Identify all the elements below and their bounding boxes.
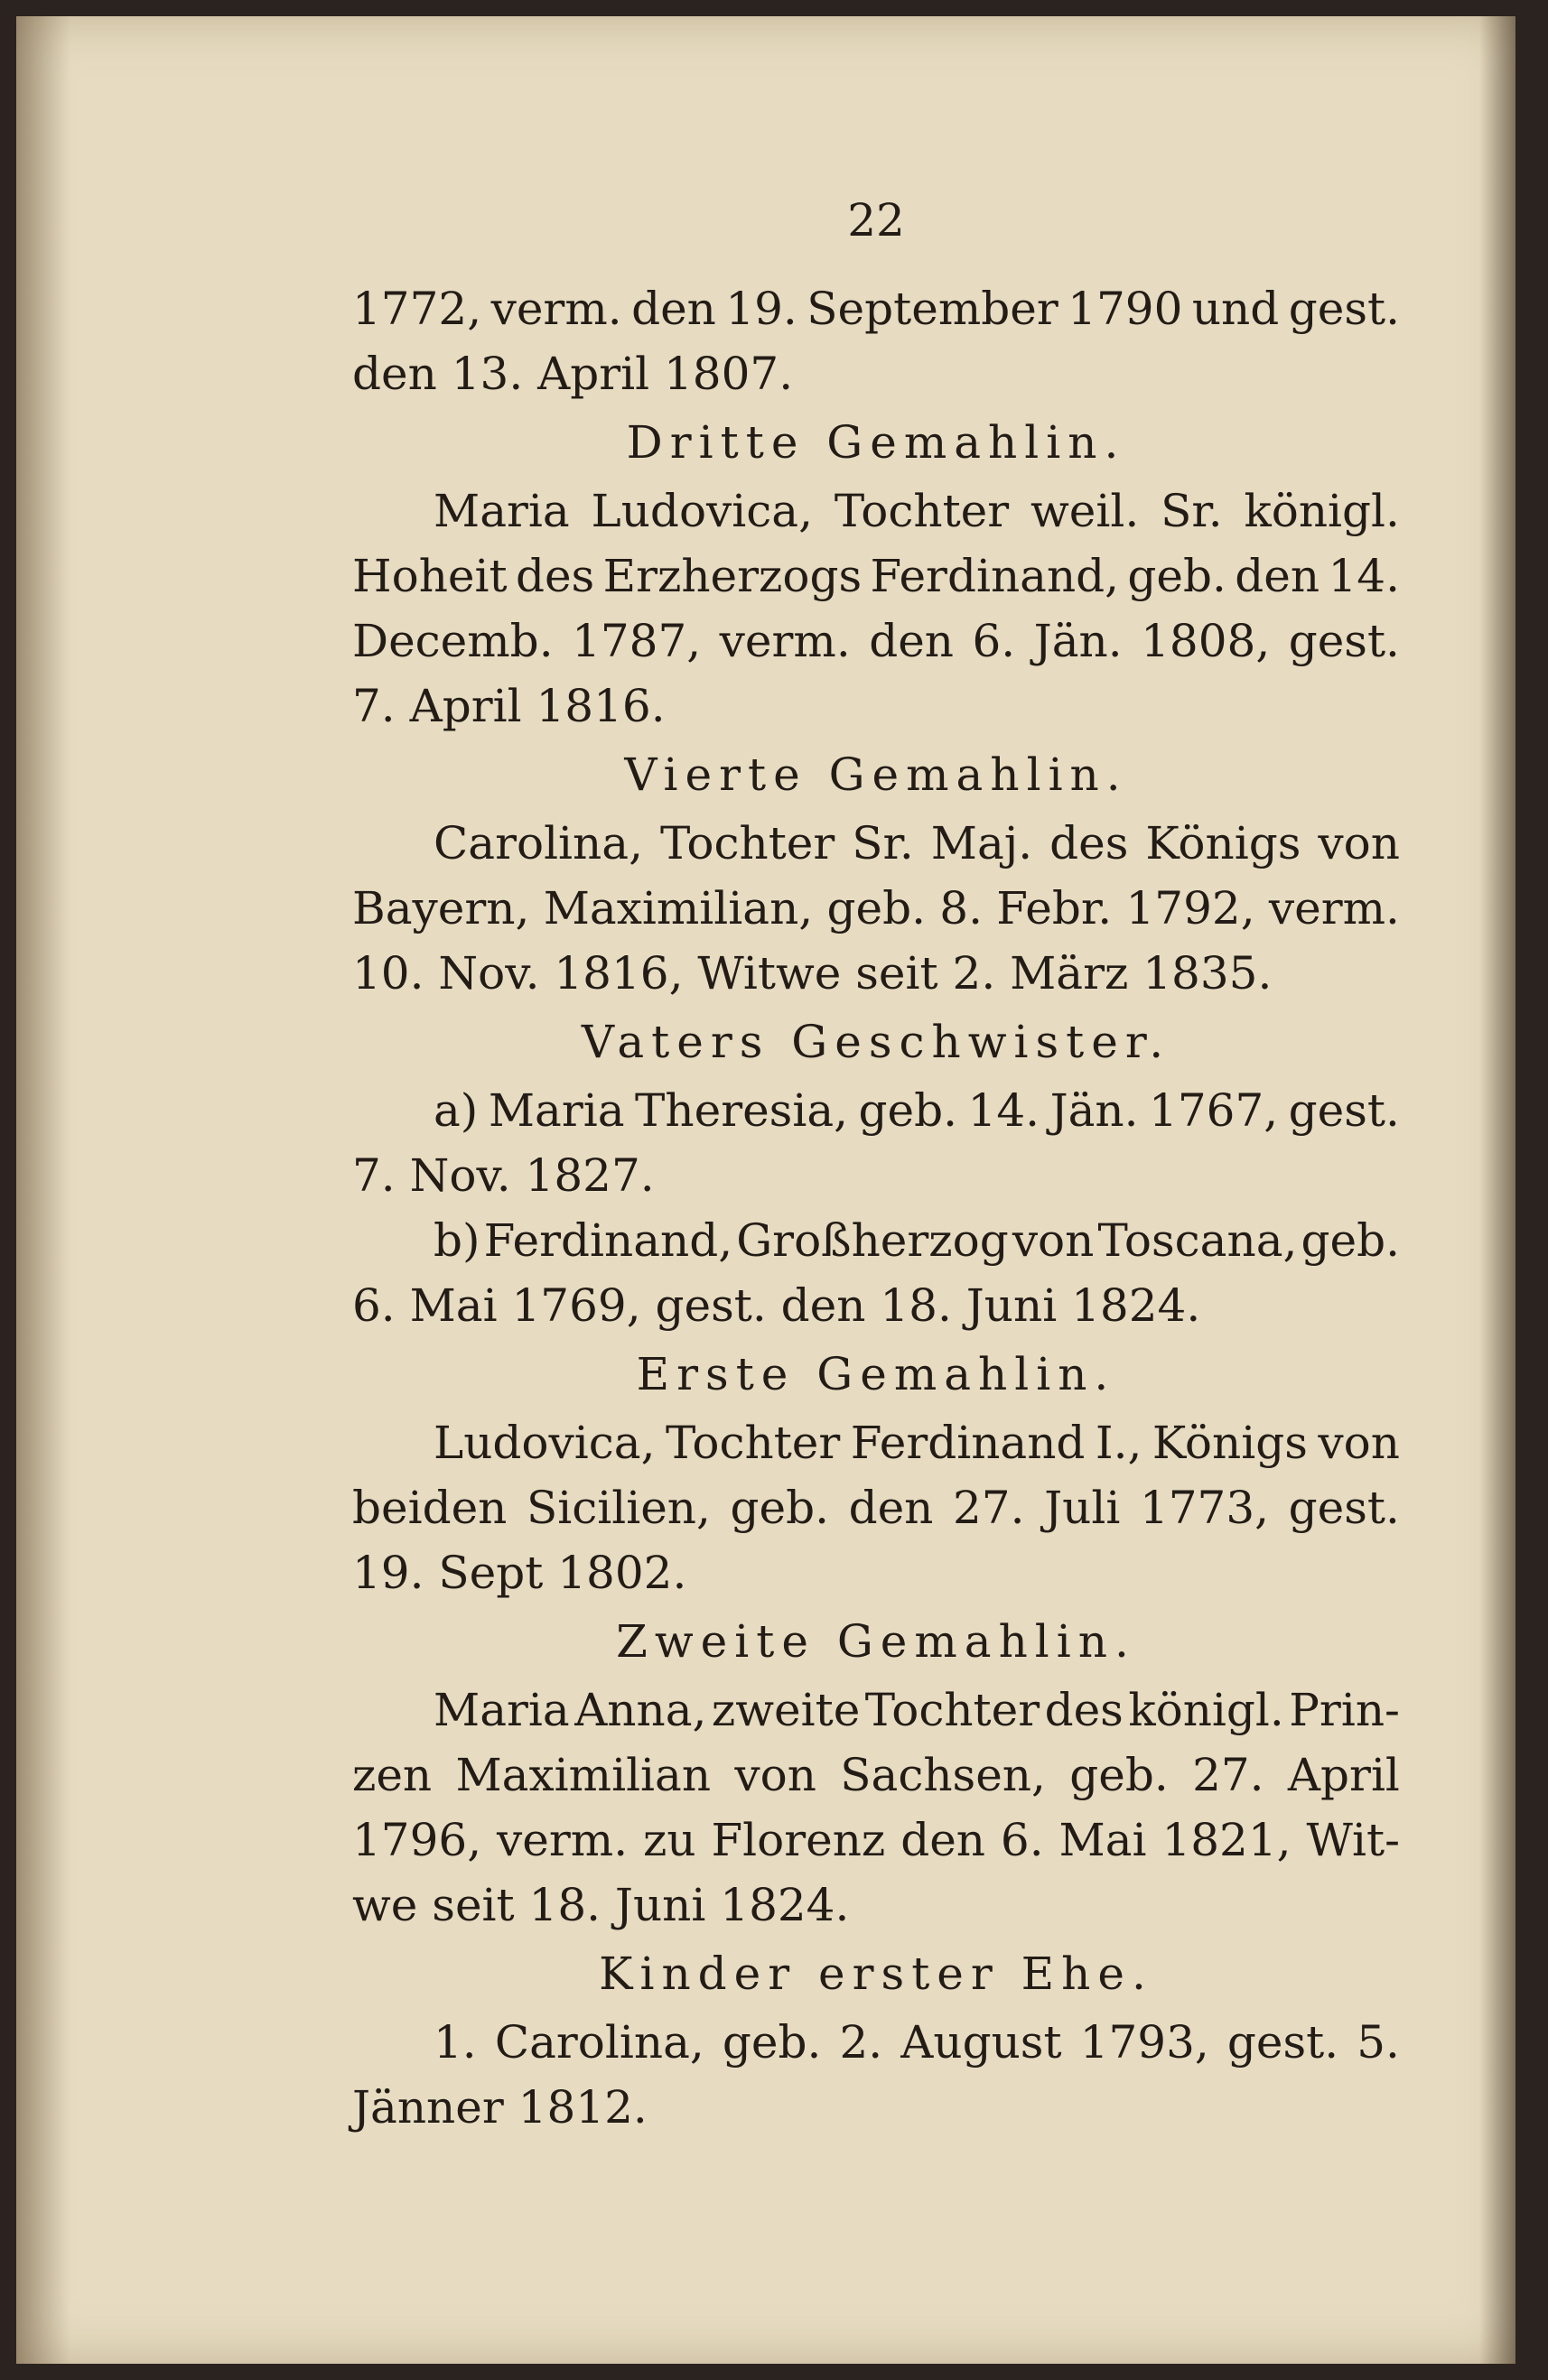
text-line bbox=[352, 544, 1400, 609]
word: geb. bbox=[1127, 550, 1226, 602]
word: des bbox=[515, 550, 595, 602]
word: Tochter bbox=[834, 485, 1010, 537]
text-line bbox=[352, 1808, 1400, 1873]
word: zen bbox=[352, 1749, 433, 1801]
word: August bbox=[900, 2016, 1062, 2069]
page-spine-shadow bbox=[16, 16, 70, 2364]
word: Carolina, bbox=[434, 817, 643, 869]
word: 1790 bbox=[1068, 283, 1183, 335]
word: gest. bbox=[1288, 1084, 1400, 1137]
word: Jän. bbox=[1033, 615, 1123, 667]
word: von bbox=[734, 1749, 816, 1801]
word: Ludovica, bbox=[591, 485, 813, 537]
word: geb. bbox=[722, 2016, 822, 2069]
word: Ferdinand bbox=[850, 1417, 1086, 1469]
word: weil. bbox=[1030, 485, 1140, 537]
word: Wit- bbox=[1306, 1814, 1400, 1866]
word: Sr. bbox=[1161, 485, 1223, 537]
word: b) bbox=[434, 1214, 480, 1267]
word: Sachsen, bbox=[840, 1749, 1046, 1801]
word: 5. bbox=[1357, 2016, 1400, 2069]
word: geb. bbox=[730, 1482, 829, 1534]
word: Carolina, bbox=[494, 2016, 704, 2069]
section-heading: Dritte Gemahlin. bbox=[626, 416, 1126, 469]
word: Maximilian, bbox=[543, 882, 814, 934]
word: 6. bbox=[972, 615, 1016, 667]
word: Ferdinand, bbox=[483, 1214, 733, 1267]
word: 1808, bbox=[1141, 615, 1271, 667]
word: April bbox=[1287, 1749, 1400, 1801]
text-line: 7. Nov. 1827. bbox=[352, 1149, 655, 1202]
word: den bbox=[900, 1814, 985, 1866]
page-number: 22 bbox=[847, 194, 905, 246]
word: Tochter bbox=[665, 1417, 841, 1469]
word: 19. bbox=[725, 283, 797, 335]
word: königl. bbox=[1244, 485, 1400, 537]
word: von bbox=[1012, 1214, 1095, 1267]
text-line bbox=[352, 2010, 1400, 2075]
word: 1767, bbox=[1149, 1084, 1279, 1137]
word: den bbox=[1235, 550, 1320, 602]
text-line bbox=[352, 276, 1400, 341]
word: Hoheit bbox=[352, 550, 508, 602]
word: verm. bbox=[719, 615, 851, 667]
word: Decemb. bbox=[352, 615, 554, 667]
word: Königs bbox=[1145, 817, 1301, 869]
word: Florenz bbox=[711, 1814, 886, 1866]
text-line bbox=[352, 876, 1400, 941]
section-heading: Vierte Gemahlin. bbox=[624, 748, 1128, 801]
book-page bbox=[16, 16, 1515, 2364]
text-line bbox=[352, 1208, 1400, 1273]
word: gest. bbox=[1288, 1482, 1400, 1534]
text-line bbox=[352, 1743, 1400, 1808]
word: 27. bbox=[1192, 1749, 1264, 1801]
word: Ferdinand, bbox=[870, 550, 1120, 602]
word: den bbox=[848, 1482, 934, 1534]
text-line: 10. Nov. 1816, Witwe seit 2. März 1835. bbox=[352, 947, 1273, 999]
text-line bbox=[352, 1475, 1400, 1540]
page-edge-shadow bbox=[1479, 16, 1515, 2364]
word: Juli bbox=[1044, 1482, 1121, 1534]
word: 1793, bbox=[1079, 2016, 1209, 2069]
word: 14. bbox=[967, 1084, 1040, 1137]
word: Maj. bbox=[930, 817, 1033, 869]
word: 1787, bbox=[572, 615, 702, 667]
word: 8. bbox=[939, 882, 983, 934]
text-line: 19. Sept 1802. bbox=[352, 1547, 687, 1599]
word: geb. bbox=[1069, 1749, 1169, 1801]
word: a) bbox=[434, 1084, 479, 1137]
word: königl. bbox=[1128, 1684, 1284, 1736]
word: beiden bbox=[352, 1482, 508, 1534]
word: des bbox=[1049, 817, 1129, 869]
word: 1. bbox=[434, 2016, 477, 2069]
word: geb. bbox=[826, 882, 926, 934]
word: verm. bbox=[490, 283, 622, 335]
word: Erzherzogs bbox=[602, 550, 863, 602]
text-line: 7. April 1816. bbox=[352, 680, 666, 732]
text-line: we seit 18. Juni 1824. bbox=[352, 1879, 850, 1931]
word: 6. bbox=[1000, 1814, 1044, 1866]
word: 27. bbox=[952, 1482, 1025, 1534]
word: zu bbox=[643, 1814, 696, 1866]
word: geb. bbox=[858, 1084, 958, 1137]
text-line bbox=[352, 609, 1400, 674]
word: 14. bbox=[1328, 550, 1400, 602]
word: 1792, bbox=[1125, 882, 1255, 934]
word: 2. bbox=[839, 2016, 883, 2069]
word: Jän. bbox=[1049, 1084, 1139, 1137]
word: und bbox=[1191, 283, 1280, 335]
word: den bbox=[631, 283, 716, 335]
word: zweite bbox=[711, 1684, 861, 1736]
word: Prin- bbox=[1289, 1684, 1400, 1736]
word: Ludovica, bbox=[434, 1417, 656, 1469]
word: gest. bbox=[1226, 2016, 1339, 2069]
word: Maria bbox=[434, 485, 570, 537]
word: 1772, bbox=[352, 283, 482, 335]
section-heading: Kinder erster Ehe. bbox=[599, 1948, 1153, 2000]
page-content bbox=[352, 188, 1400, 2140]
word: verm. bbox=[1268, 882, 1400, 934]
text-line bbox=[352, 479, 1400, 544]
word: Tochter bbox=[864, 1684, 1040, 1736]
word: Anna, bbox=[574, 1684, 707, 1736]
word: Mai bbox=[1058, 1814, 1147, 1866]
section-heading: Erste Gemahlin. bbox=[636, 1348, 1116, 1400]
word: Sr. bbox=[852, 817, 914, 869]
word: verm. bbox=[497, 1814, 629, 1866]
word: Febr. bbox=[996, 882, 1113, 934]
word: Sicilien, bbox=[526, 1482, 711, 1534]
text-lines bbox=[352, 276, 1400, 2140]
word: Maximilian bbox=[455, 1749, 712, 1801]
text-line: Jänner 1812. bbox=[352, 2081, 648, 2134]
word: Maria bbox=[434, 1684, 570, 1736]
text-line bbox=[352, 1678, 1400, 1743]
word: 1773, bbox=[1139, 1482, 1270, 1534]
word: Tochter bbox=[659, 817, 835, 869]
word: 1796, bbox=[352, 1814, 482, 1866]
word: Großherzog bbox=[736, 1214, 1009, 1267]
word: gest. bbox=[1288, 283, 1400, 335]
text-line bbox=[352, 811, 1400, 876]
word: geb. bbox=[1301, 1214, 1400, 1267]
word: Königs bbox=[1152, 1417, 1308, 1469]
word: September bbox=[807, 283, 1058, 335]
section-heading: Vaters Geschwister. bbox=[581, 1016, 1171, 1068]
word: Maria bbox=[488, 1084, 625, 1137]
text-line bbox=[352, 1410, 1400, 1475]
word: 1821, bbox=[1161, 1814, 1292, 1866]
text-line: den 13. April 1807. bbox=[352, 348, 794, 400]
text-line: 6. Mai 1769, gest. den 18. Juni 1824. bbox=[352, 1279, 1201, 1332]
word: von bbox=[1318, 817, 1400, 869]
word: Bayern, bbox=[352, 882, 530, 934]
word: gest. bbox=[1288, 615, 1400, 667]
word: I., bbox=[1095, 1417, 1142, 1469]
text-line bbox=[352, 1078, 1400, 1143]
word: Theresia, bbox=[635, 1084, 849, 1137]
word: des bbox=[1044, 1684, 1124, 1736]
section-heading: Zweite Gemahlin. bbox=[616, 1615, 1136, 1668]
word: von bbox=[1318, 1417, 1400, 1469]
word: den bbox=[869, 615, 954, 667]
word: Toscana, bbox=[1097, 1214, 1298, 1267]
